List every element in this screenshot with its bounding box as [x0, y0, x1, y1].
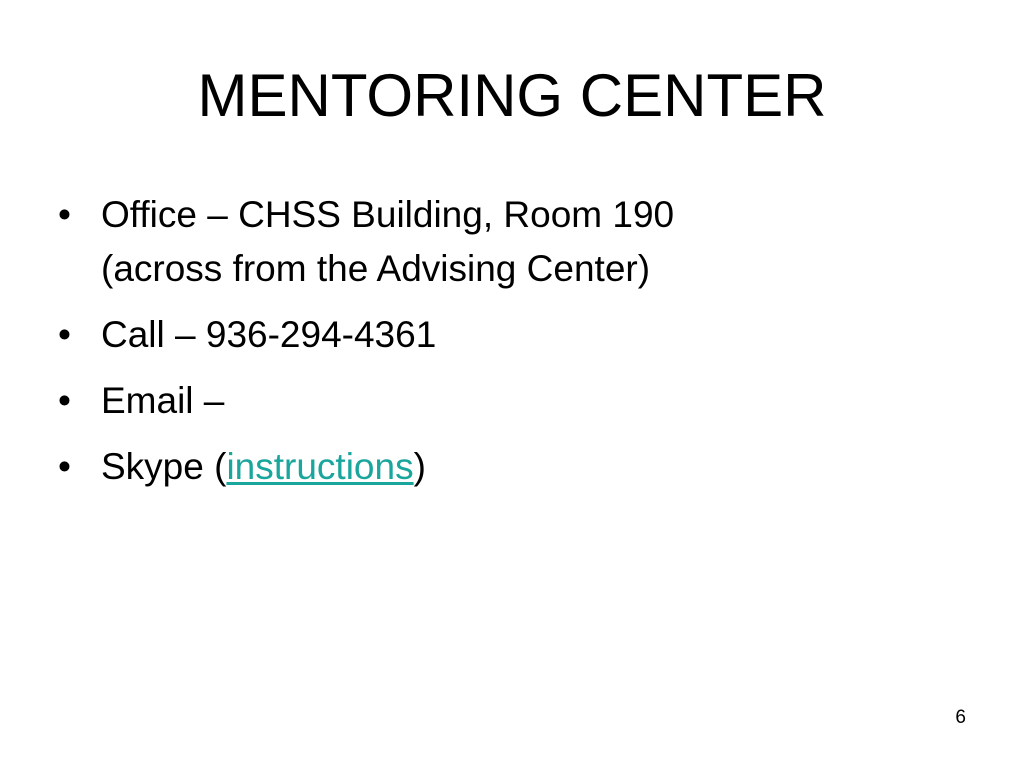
- slide-title: MENTORING CENTER: [197, 62, 827, 129]
- call-text: Call – 936-294-4361: [101, 314, 437, 355]
- bullet-call: [58, 308, 958, 362]
- email-text: Email –: [101, 380, 225, 421]
- page-number: 6: [955, 707, 966, 728]
- office-line-2: (across from the Advising Center): [101, 248, 651, 289]
- bullet-office: [58, 188, 958, 296]
- skype-prefix: Skype (: [101, 446, 227, 487]
- instructions-link[interactable]: instructions: [226, 446, 414, 487]
- bullet-list: [58, 188, 958, 506]
- bullet-dot: •: [58, 314, 71, 355]
- bullet-dot: •: [58, 446, 71, 487]
- skype-suffix: ): [413, 446, 426, 487]
- bullet-email: [58, 374, 958, 428]
- bullet-skype: [58, 440, 958, 494]
- office-line-1: Office – CHSS Building, Room 190: [101, 194, 675, 235]
- bullet-dot: •: [58, 194, 71, 235]
- bullet-dot: •: [58, 380, 71, 421]
